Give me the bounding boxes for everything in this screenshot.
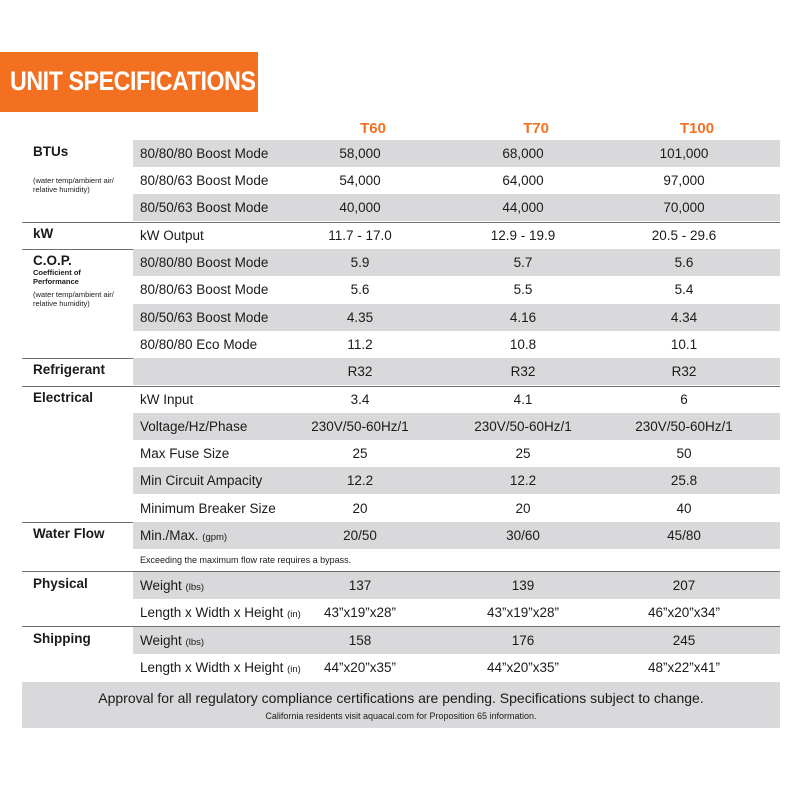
cell-t60: 137 (348, 578, 372, 593)
row-label: 80/80/63 Boost Mode (140, 282, 269, 297)
cell-t60: R32 (347, 364, 373, 379)
cell-t60: 5.9 (350, 255, 370, 270)
table-row (133, 440, 780, 467)
cell-t70: 10.8 (509, 337, 537, 352)
section-btus-note-1: (water temp/ambient air/ (33, 176, 114, 185)
cell-t100: 70,000 (663, 200, 705, 215)
table-row (133, 599, 780, 626)
cell-t100: 25.8 (670, 473, 698, 488)
table-row (133, 222, 780, 249)
cell-t70: 4.1 (513, 392, 533, 407)
table-row (133, 140, 780, 167)
row-label: Voltage/Hz/Phase (140, 419, 248, 434)
table-row (133, 654, 780, 681)
title-banner (0, 52, 258, 112)
cell-t60: 43”x19”x28” (323, 605, 397, 620)
cell-t100: 101,000 (659, 146, 709, 161)
cell-t60: 11.7 - 17.0 (328, 228, 392, 243)
table-row (133, 522, 780, 549)
section-kw: kW (33, 226, 54, 241)
table-row (133, 304, 780, 331)
cell-t100: R32 (671, 364, 697, 379)
cell-t70: 5.7 (513, 255, 533, 270)
cell-t70: 30/60 (506, 528, 540, 543)
table-row (133, 572, 780, 599)
section-btus-note-2: relative humidity) (33, 185, 90, 194)
section-refrigerant: Refrigerant (33, 362, 106, 377)
cell-t70: 25 (515, 446, 531, 461)
cell-t60: 12.2 (346, 473, 374, 488)
section-shipping: Shipping (33, 631, 91, 646)
row-label: Min Circuit Ampacity (140, 473, 263, 488)
water-flow-note: Exceeding the maximum flow rate requires a bypass. (140, 555, 352, 565)
cell-t100: 4.34 (670, 310, 698, 325)
cell-t70: 12.9 - 19.9 (490, 228, 556, 243)
cell-t100: 97,000 (663, 173, 705, 188)
cell-t100: 45/80 (667, 528, 701, 543)
cell-t70: 20 (515, 501, 531, 516)
cell-t60: 230V/50-60Hz/1 (311, 419, 409, 434)
cell-t70: 64,000 (502, 173, 544, 188)
section-cop-note-2: relative humidity) (33, 299, 90, 308)
table-row (133, 167, 780, 194)
cell-t70: 68,000 (502, 146, 544, 161)
model-header-t60: T60 (360, 120, 386, 137)
row-label: Minimum Breaker Size (140, 501, 276, 516)
cell-t70: 176 (511, 633, 535, 648)
cell-t60: 4.35 (346, 310, 374, 325)
row-label: 80/50/63 Boost Mode (140, 200, 269, 215)
table-row (133, 386, 780, 413)
cell-t100: 5.6 (674, 255, 694, 270)
table-row (133, 194, 780, 221)
cell-t60: 20 (352, 501, 368, 516)
page-title: UNIT SPECIFICATIONS (10, 66, 256, 96)
table-row (133, 495, 780, 522)
cell-t100: 46”x20”x34” (647, 605, 721, 620)
cell-t100: 5.4 (674, 282, 694, 297)
cell-t70: 230V/50-60Hz/1 (474, 419, 572, 434)
cell-t60: 158 (348, 633, 372, 648)
cell-t60: 3.4 (350, 392, 370, 407)
section-cop-note-1: (water temp/ambient air/ (33, 290, 114, 299)
cell-t60: 5.6 (350, 282, 370, 297)
table-row (133, 249, 780, 276)
section-physical: Physical (33, 576, 88, 591)
cell-t60: 25 (352, 446, 368, 461)
cell-t100: 245 (672, 633, 696, 648)
section-cop-subtitle-2: Performance (33, 277, 79, 286)
cell-t60: 20/50 (343, 528, 377, 543)
cell-t70: R32 (510, 364, 536, 379)
section-cop-subtitle-1: Coefficient of (33, 268, 81, 277)
cell-t100: 6 (680, 392, 688, 407)
cell-t100: 20.5 - 29.6 (651, 228, 717, 243)
cell-t60: 58,000 (339, 146, 381, 161)
cell-t60: 40,000 (339, 200, 381, 215)
cell-t100: 50 (676, 446, 692, 461)
row-label: kW Input (140, 392, 194, 407)
cell-t70: 12.2 (509, 473, 537, 488)
row-label: Max Fuse Size (140, 446, 230, 461)
cell-t100: 48”x22”x41” (647, 660, 721, 675)
cell-t60: 54,000 (339, 173, 381, 188)
row-label: kW Output (140, 228, 204, 243)
cell-t60: 11.2 (347, 337, 373, 352)
cell-t100: 40 (676, 501, 692, 516)
row-label: Min./Max. (gpm) (140, 528, 228, 543)
table-row (133, 413, 780, 440)
table-row (133, 331, 780, 358)
cell-t70: 44”x20”x35” (486, 660, 560, 675)
cell-t100: 207 (672, 578, 696, 593)
row-label: 80/80/63 Boost Mode (140, 173, 269, 188)
row-label: Length x Width x Height (in) (140, 605, 301, 620)
cell-t70: 43”x19”x28” (486, 605, 560, 620)
cell-t70: 139 (511, 578, 535, 593)
model-header-t70: T70 (523, 120, 549, 137)
model-header-t100: T100 (679, 120, 715, 137)
cell-t100: 230V/50-60Hz/1 (635, 419, 733, 434)
prop65-text: California residents visit aquacal.com for Proposition 65 information. (265, 711, 537, 721)
table-row (133, 467, 780, 494)
row-label: 80/80/80 Eco Mode (140, 337, 258, 352)
row-label: Weight (lbs) (140, 578, 205, 593)
cell-t60: 44”x20”x35” (323, 660, 397, 675)
disclaimer-text: Approval for all regulatory compliance certifications are pending. Specifications subject to change. (98, 690, 704, 706)
row-label: 80/80/80 Boost Mode (140, 146, 269, 161)
table-row (133, 358, 780, 385)
table-row (133, 627, 780, 654)
cell-t70: 44,000 (502, 200, 544, 215)
section-electrical: Electrical (33, 390, 94, 405)
cell-t100: 10.1 (670, 337, 698, 352)
cell-t70: 5.5 (513, 282, 533, 297)
footer-disclaimer (22, 682, 780, 728)
section-cop: C.O.P. (33, 253, 72, 268)
row-label: Length x Width x Height (in) (140, 660, 301, 675)
row-label: 80/50/63 Boost Mode (140, 310, 269, 325)
row-label: Weight (lbs) (140, 633, 205, 648)
row-label: 80/80/80 Boost Mode (140, 255, 269, 270)
section-water-flow: Water Flow (33, 526, 105, 541)
table-row (133, 276, 780, 303)
section-btus: BTUs (33, 144, 69, 159)
cell-t70: 4.16 (509, 310, 537, 325)
